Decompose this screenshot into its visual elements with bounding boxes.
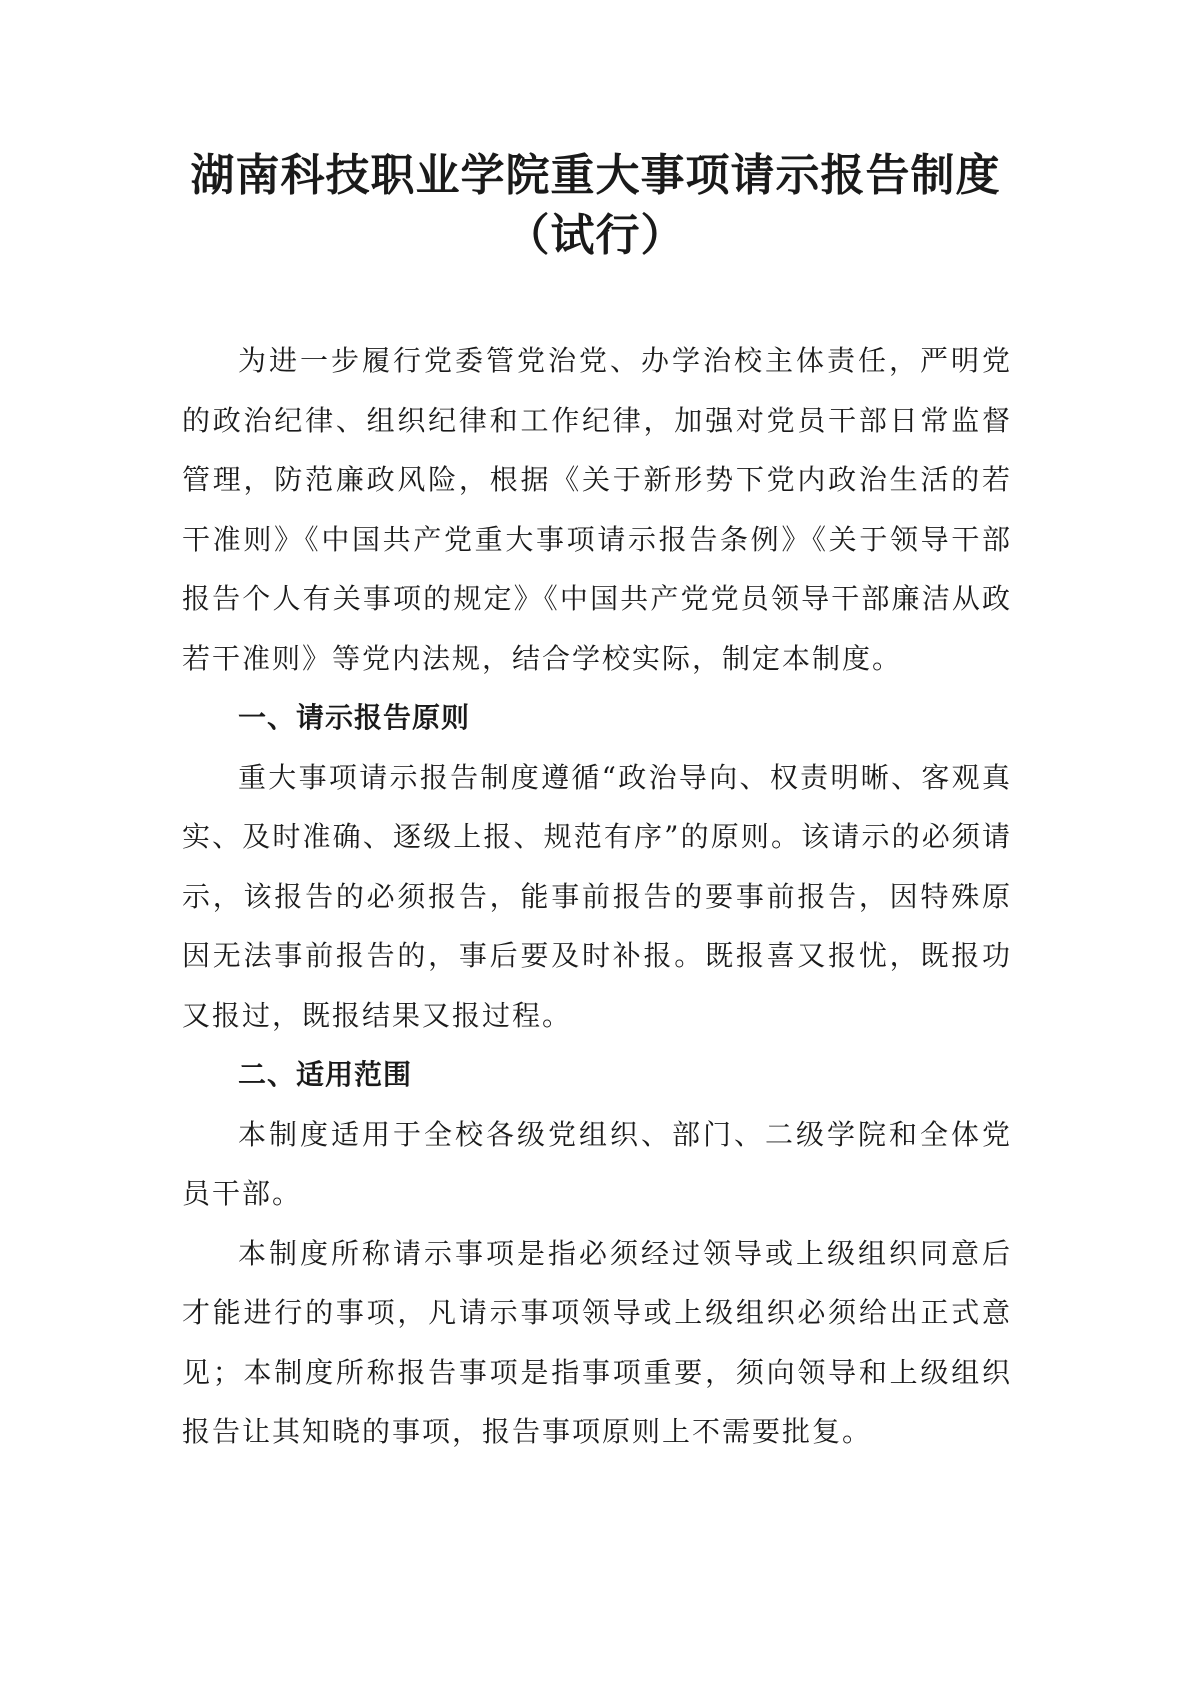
document-body [182,331,1012,1462]
scope-paragraph-2: 本制度所称请示事项是指必须经过领导或上级组织同意后才能进行的事项，凡请示事项领导或上级组织必须给出正式意见；本制度所称报告事项是指事项重要，须向领导和上级组织报告让其知晓的事项，报告事项原则上不需要批复。 [182,1236,1012,1448]
document-subtitle: （试行） [505,210,686,261]
section-heading-scope: 二、适用范围 [238,1058,413,1091]
scope-paragraph-1: 本制度适用于全校各级党组织、部门、二级学院和全体党员干部。 [182,1117,1012,1210]
intro-paragraph: 为进一步履行党委管党治党、办学治校主体责任，严明党的政治纪律、组织纪律和工作纪律，加强对党员干部日常监督管理，防范廉政风险，根据《关于新形势下党内政治生活的若干准则》《中国共产党重大事项请示报告条例》《关于领导干部报告个人有关事项的规定》《中国共产党党员领导干部廉洁从政若干准则》等党内法规，结合学校实际，制定本制度。 [182,344,1012,675]
document-title: 湖南科技职业学院重大事项请示报告制度 [190,150,1001,201]
section-heading-principles: 一、请示报告原则 [238,701,471,734]
principles-paragraph: 重大事项请示报告制度遵循“政治导向、权责明晰、客观真实、及时准确、逐级上报、规范有序”的原则。该请示的必须请示，该报告的必须报告，能事前报告的要事前报告，因特殊原因无法事前报告的，事后要及时补报。既报喜又报忧，既报功又报过，既报结果又报过程。 [182,760,1012,1032]
